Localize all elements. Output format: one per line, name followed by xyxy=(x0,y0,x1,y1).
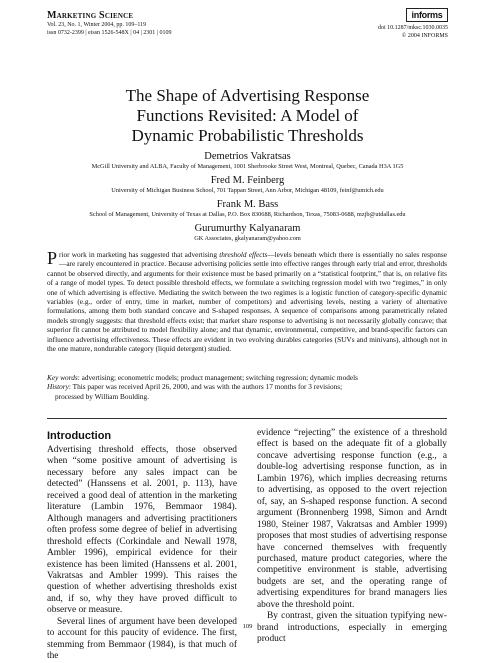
abstract xyxy=(47,250,447,353)
section-divider xyxy=(47,418,447,419)
author-list xyxy=(40,150,455,246)
issn-line: issn 0732-2399 | eissn 1526-548X | 04 | 2301 | 0109 xyxy=(47,30,172,36)
page-number: 109 xyxy=(242,623,253,630)
history-label: History xyxy=(47,382,69,392)
title-line-1: The Shape of Advertising Response xyxy=(125,86,370,105)
author-affiliation-1: McGill University and ALBA, Faculty of Management, 1001 Sherbrooke Street West, Montreal, Quebec, Canada H3A 1G5 xyxy=(91,163,404,170)
informs-logo xyxy=(406,8,448,22)
body-paragraph-2: Several lines of argument have been developed to account for this paucity of evidence. The first, stemming from Bemmaor (1984), is that much of the xyxy=(47,616,237,662)
paper-title xyxy=(60,86,435,146)
body-column-right xyxy=(257,428,447,646)
journal-name: Marketing Science xyxy=(47,10,134,21)
volume-line: Vol. 23, No. 1, Winter 2004, pp. 109–119 xyxy=(47,22,147,28)
copyright: © 2004 INFORMS xyxy=(401,33,448,39)
history xyxy=(47,382,447,401)
article-meta xyxy=(47,373,447,401)
abstract-text-a: rior work in marketing has suggested that advertising xyxy=(59,250,220,259)
author-affiliation-2: University of Michigan Business School, 701 Tappan Street, Ann Arbor, Michigan 48109, feinf@umich.edu xyxy=(111,187,384,194)
author-name-1: Demetrios Vakratsas xyxy=(204,151,291,162)
author-affiliation-3: School of Management, University of Texas at Dallas, P.O. Box 830688, Richardson, Texas, 75083-0688, mzjb@utdallas.edu xyxy=(89,211,406,218)
author-affiliation-4: GK Associates, gkalyanaram@yahoo.com xyxy=(194,235,301,242)
title-line-3: Dynamic Probabilistic Thresholds xyxy=(131,126,364,145)
keywords-label: Key words xyxy=(47,373,78,382)
title-line-2: Functions Revisited: A Model of xyxy=(136,106,359,125)
abstract-text-b: —levels beneath which there is essentially no sales response—are rarely encountered in practice. Because advertising policies settle into effective ranges through early trial and error, thresholds cannot be observed directly, and arguments for their existence must be based primarily on a “statistical footprint,” that is, on relative fits of a range of model types. To detect possible threshold effects, we formulate a switching regression model with two “regimes,” in only one of which advertising is effective. Mediating the switch between the two regimes is a logistic function of category-specific dynamic variables (e.g., order of entry, time in market, number of competitors) and advertising levels, nesting a variety of alternative formulations, among them both standard concave and S-shaped responses. A sequence of comparisons among parametrically related models strongly suggests: that threshold effects exist; that market share response to advertising is not necessarily globally concave; that superior fit cannot be attributed to model flexibility alone; and that dynamic, environmental, competitive, and brand-specific factors can influence advertising effectiveness. These effects are evident in two evolving durables categories (SUVs and minivans), although not in the one mature, nondurable category (liquid detergent) studied. xyxy=(47,250,447,354)
doi-block xyxy=(378,24,448,40)
keywords-text: : advertising; econometric models; product management; switching regression; dynamic models xyxy=(77,373,359,382)
author-name-4: Gurumurthy Kalyanaram xyxy=(194,223,301,234)
body-paragraph-4: By contrast, given the situation typifying new-brand introductions, especially in emerging product xyxy=(257,611,447,645)
author-name-3: Frank M. Bass xyxy=(216,199,279,210)
logo-text: informs xyxy=(411,10,443,20)
body-paragraph-3: evidence “rejecting” the existence of a threshold effect is based on the adequate fit of a globally concave advertising response function (e.g., a double-log advertising response function, as in Lambin 1976), which implies decreasing returns to advertising, as opposed to the overt rejection of, say, an S-shaped response function. A second argument (Bronnenberg 1998, Simon and Arndt 1980, Steiner 1987, Vakratsas and Ambler 1999) proposes that most studies of advertising response have concerned themselves with frequently purchased, mature product categories, where the competitive environment is stable, advertising budgets are set, and the operating range of advertising expenditures for brand managers lies above the threshold point. xyxy=(257,428,447,610)
abstract-italic: threshold effects xyxy=(219,250,268,259)
section-heading: Introduction xyxy=(47,430,112,442)
author-name-2: Fred M. Feinberg xyxy=(210,175,285,186)
history-text: : This paper was received April 26, 2000, and was with the authors 17 months for 3 revisions; xyxy=(68,382,343,392)
doi[interactable]: doi 10.1287/mksc.1030.0035 xyxy=(378,25,448,31)
history-text-2: processed by William Boulding. xyxy=(55,391,150,401)
drop-cap: P xyxy=(47,248,58,268)
body-paragraph-1: Advertising threshold effects, those observed when “some positive amount of advertising is necessary before any sales impact can be detected” (Hanssens et al. 2001, p. 113), have received a good deal of attention in the marketing literature (Lambin 1976, Bemmaor 1984). Although managers and advertising practitioners often profess some degree of belief in advertising threshold effects (Corkindale and Newall 1978, Ambler 1996), empirical evidence for their existence has been limited (Hanssens et al. 2001, Vakratsas and Ambler 1999). This raises the question of whether advertising thresholds exist and, if so, why they have proved difficult to observe or measure. xyxy=(47,445,237,616)
keywords xyxy=(47,373,447,382)
